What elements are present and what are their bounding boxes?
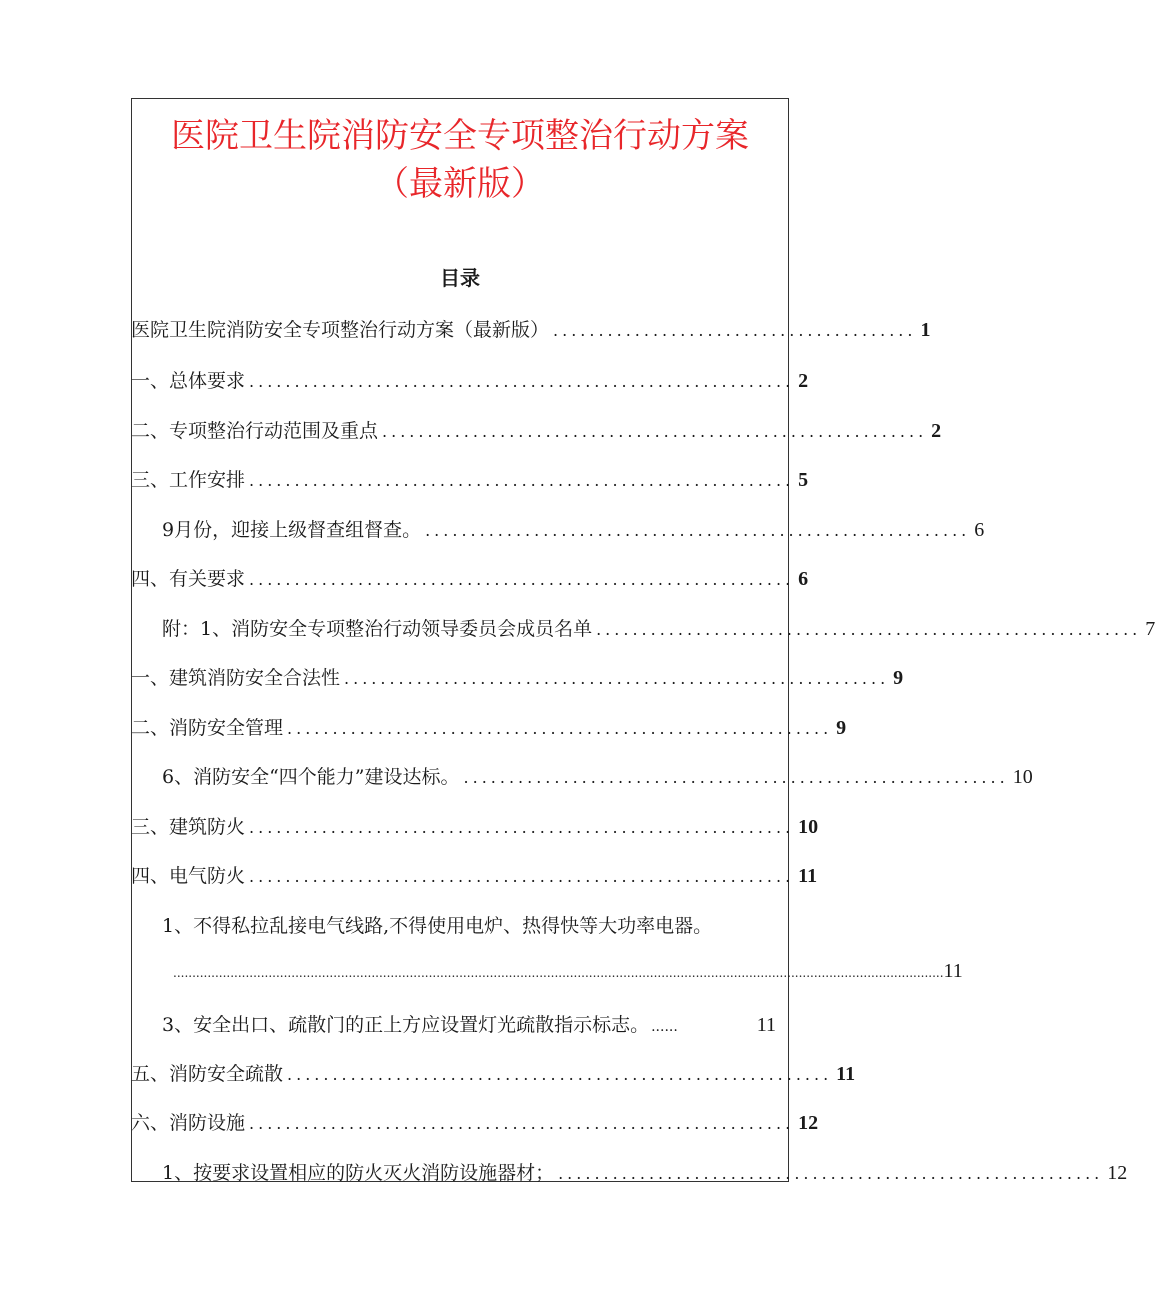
toc-entry[interactable] xyxy=(131,1108,819,1138)
toc-entry[interactable] xyxy=(131,315,931,345)
toc-page-number: 9 xyxy=(893,667,904,689)
toc-entry-text: 一、总体要求 xyxy=(131,370,246,392)
toc-leader-dots: ............................................................ xyxy=(344,669,890,688)
toc-page-number: 9 xyxy=(836,717,847,739)
document-title-edition: （最新版） xyxy=(375,164,545,204)
toc-page-number: 1 xyxy=(920,319,931,341)
toc-entry[interactable] xyxy=(131,465,809,495)
toc-entry-text: 1、按要求设置相应的防火灭火消防设施器材； xyxy=(162,1162,555,1184)
toc-entry-text: 三、建筑防火 xyxy=(131,816,246,838)
toc-page-number: 7 xyxy=(1145,618,1155,640)
toc-heading: 目录 xyxy=(440,266,480,290)
toc-leader-dots: ............................................................ xyxy=(596,620,1142,639)
toc-entry[interactable] xyxy=(131,663,904,693)
toc-entry-text: 二、专项整治行动范围及重点 xyxy=(131,420,379,442)
toc-leader-dots: ............................................................ xyxy=(249,818,795,837)
toc-entry-text: 医院卫生院消防安全专项整治行动方案（最新版） xyxy=(131,319,550,341)
toc-entry[interactable] xyxy=(131,416,942,446)
toc-page-number: 6 xyxy=(974,519,985,541)
toc-entry-text: 附：1、消防安全专项整治行动领导委员会成员名单 xyxy=(162,618,593,640)
toc-leader-dots: .......................................................................................................................................................................................................... xyxy=(173,966,944,980)
toc-entry-text: 三、工作安排 xyxy=(131,469,246,491)
toc-entry[interactable] xyxy=(162,911,788,941)
toc-leader-dots: ............................................................ xyxy=(249,867,795,886)
toc-page-number: 11 xyxy=(943,960,963,982)
toc-leader-dots: ............................................................ xyxy=(249,372,795,391)
toc-entry[interactable] xyxy=(162,762,1033,792)
toc-entry-text: 二、消防安全管理 xyxy=(131,717,284,739)
toc-page-number: 10 xyxy=(798,816,819,838)
toc-leader-dots: ............................................................ xyxy=(463,768,1009,787)
toc-entry-text: 五、消防安全疏散 xyxy=(131,1063,284,1085)
toc-page-number: 12 xyxy=(798,1112,819,1134)
toc-leader-dots: ............................................................ xyxy=(287,1065,833,1084)
toc-entry-text: 9月份，迎接上级督查组督查。 xyxy=(162,519,422,541)
toc-entry-continuation[interactable] xyxy=(173,960,963,990)
toc-page-number: 5 xyxy=(798,469,809,491)
toc-entry-text: 四、电气防火 xyxy=(131,865,246,887)
toc-entry-text: 3、安全出口、疏散门的正上方应设置灯光疏散指示标志。 xyxy=(162,1014,650,1036)
toc-entry-text: 1、不得私拉乱接电气线路,不得使用电炉、热得快等大功率电器。 xyxy=(162,915,713,937)
toc-entry[interactable] xyxy=(162,1010,776,1040)
toc-entry[interactable] xyxy=(131,713,847,743)
toc-entry[interactable] xyxy=(131,366,809,396)
toc-page-number: 10 xyxy=(1012,766,1033,788)
toc-leader-dots: ............................................................ xyxy=(249,1114,795,1133)
toc-entry[interactable] xyxy=(131,861,818,891)
toc-leader-dots: ............................................................ xyxy=(382,422,928,441)
toc-entry[interactable] xyxy=(162,515,985,545)
toc-entry[interactable] xyxy=(131,564,809,594)
document-title: 医院卫生院消防安全专项整治行动方案 xyxy=(171,116,749,156)
toc-entry[interactable] xyxy=(162,614,1155,644)
toc-entry-text: 6、消防安全“四个能力”建设达标。 xyxy=(162,766,460,788)
toc-page-number: 11 xyxy=(798,865,818,887)
toc-entry-text: 一、建筑消防安全合法性 xyxy=(131,667,341,689)
toc-page-number: 11 xyxy=(836,1063,856,1085)
toc-page-number: 12 xyxy=(1107,1162,1128,1184)
toc-entry-text: 六、消防设施 xyxy=(131,1112,246,1134)
toc-leader-dots: ...... xyxy=(651,1019,678,1035)
toc-page-number: 6 xyxy=(798,568,809,590)
toc-leader-dots: ............................................................ xyxy=(249,570,795,589)
toc-entry[interactable] xyxy=(162,1158,1128,1188)
toc-leader-dots: ............................................................ xyxy=(287,719,833,738)
toc-entry-text: 四、有关要求 xyxy=(131,568,246,590)
toc-entry[interactable] xyxy=(131,812,819,842)
toc-leader-dots: ............................................................ xyxy=(425,521,971,540)
toc-leader-dots: ............................................................ xyxy=(558,1164,1104,1183)
toc-page-number: 2 xyxy=(931,420,942,442)
toc-page-number: 2 xyxy=(798,370,809,392)
toc-entry[interactable] xyxy=(131,1059,856,1089)
toc-leader-dots: ........................................ xyxy=(553,321,917,340)
toc-leader-dots: ............................................................ xyxy=(249,471,795,490)
toc-page-number: 11 xyxy=(756,1014,776,1036)
